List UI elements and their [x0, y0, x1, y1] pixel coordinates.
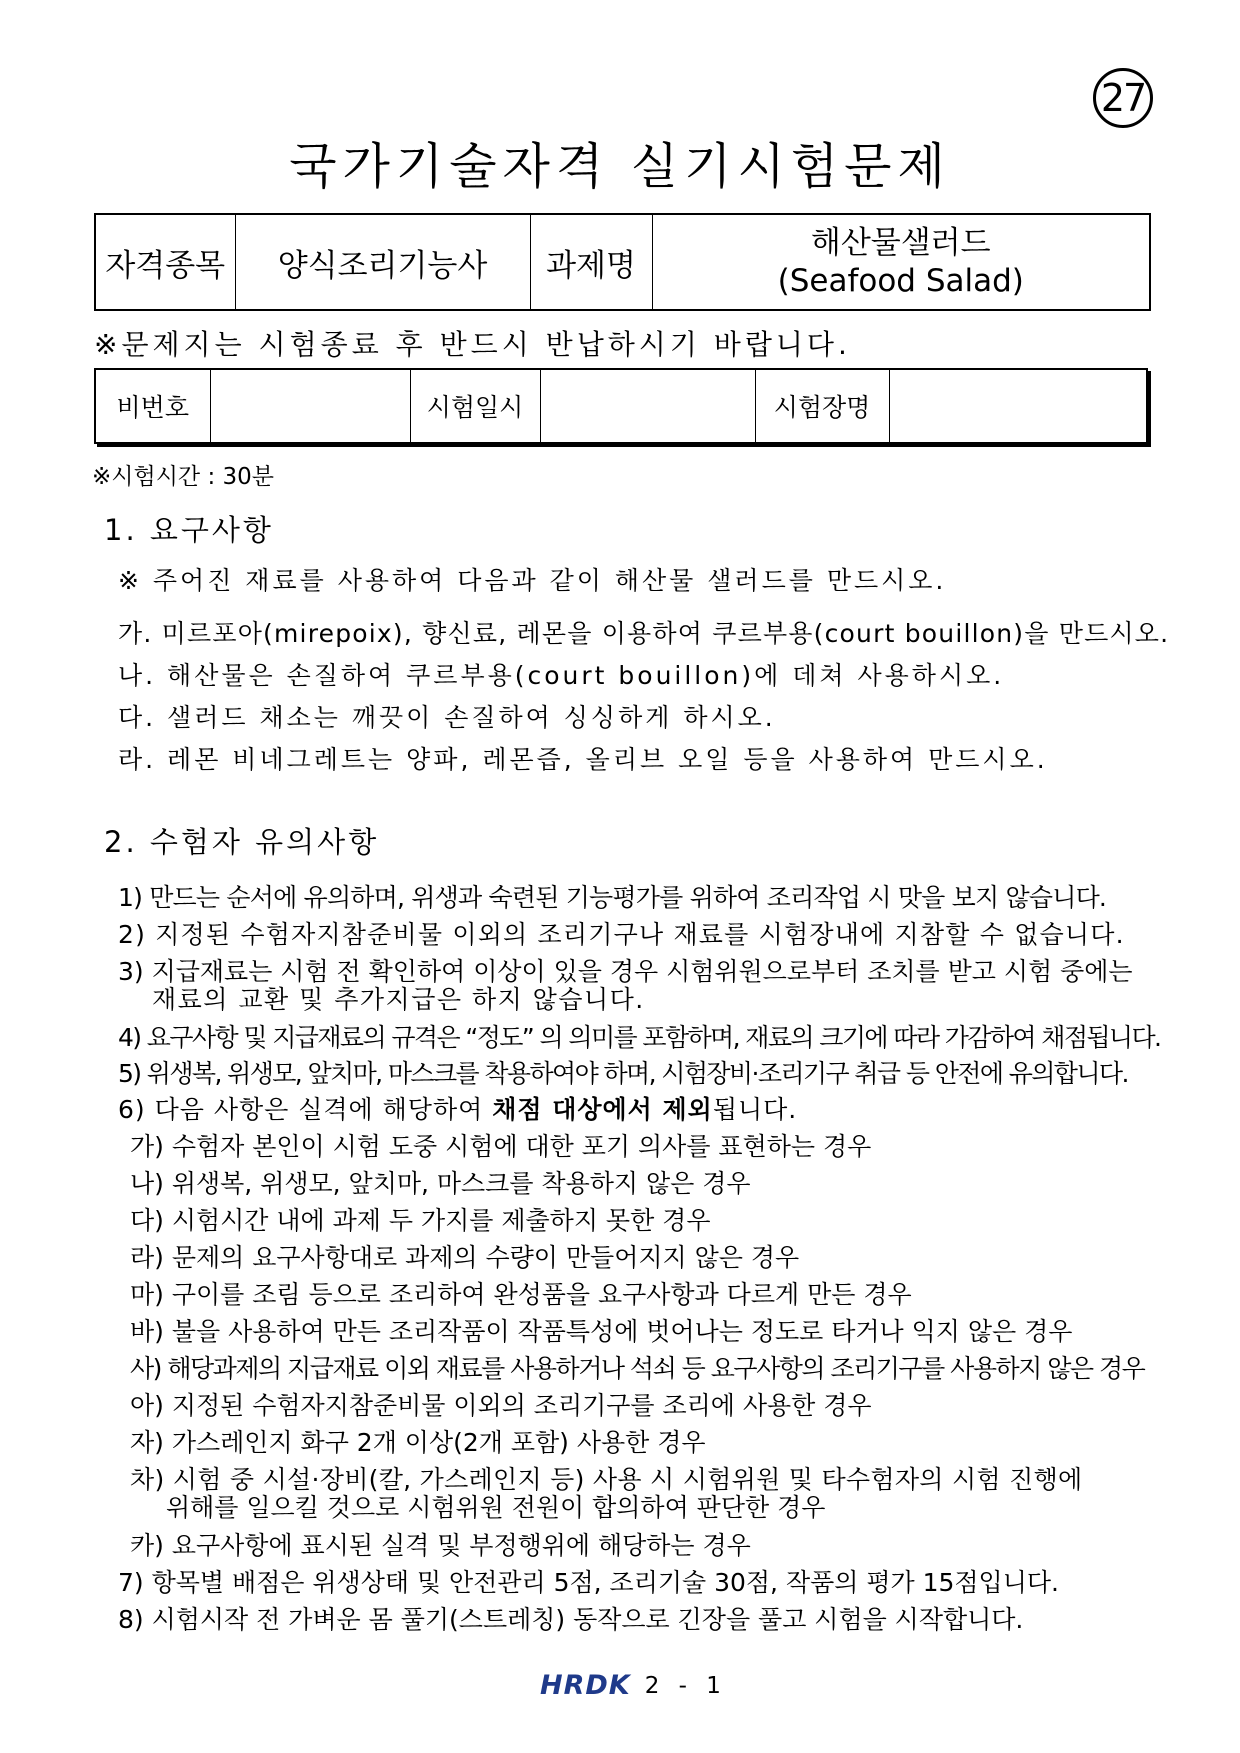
place-field[interactable]: [889, 369, 1147, 443]
return-notice: ※문제지는 시험종료 후 반드시 반납하시기 바랍니다.: [94, 328, 851, 361]
page-footer: [540, 1670, 727, 1701]
hrdk-logo: HRDK: [540, 1670, 631, 1701]
page-number: 2 - 1: [644, 1672, 727, 1699]
document-title: 국가기술자격 실기시험문제: [289, 138, 951, 195]
precaution-item: 4) 요구사항 및 지급재료의 규격은 “정도” 의 의미를 포함하며, 재료의 크기에 따라 가감하여 채점됩니다.: [118, 1023, 1161, 1052]
task-name-english: (Seafood Salad): [777, 263, 1024, 299]
disqualification-lead: 6) 다음 사항은 실격에 해당하여: [118, 1095, 484, 1124]
disqualification-case: 차) 시험 중 시설·장비(칼, 가스레인지 등) 사용 시 시험위원 및 타수험자의 시험 진행에: [130, 1465, 1083, 1494]
requirement-item: 나. 해산물은 손질하여 쿠르부용(court bouillon)에 데쳐 사용하시오.: [118, 661, 1005, 690]
exam-record-table: [94, 368, 1148, 444]
disqualification-emphasis: 채점 대상에서 제외: [492, 1095, 713, 1124]
subject-value: 양식조리기능사: [235, 214, 530, 310]
precaution-item: 2) 지정된 수험자지참준비물 이외의 조리기구나 재료를 시험장내에 지참할 수 없습니다.: [118, 920, 1125, 949]
precaution-item: 1) 만드는 순서에 유의하며, 위생과 숙련된 기능평가를 위하여 조리작업 시 맛을 보지 않습니다.: [118, 883, 1107, 912]
disqualification-case: 마) 구이를 조림 등으로 조리하여 완성품을 요구사항과 다르게 만든 경우: [130, 1280, 912, 1309]
disqualification-case: 사) 해당과제의 지급재료 이외 재료를 사용하거나 석쇠 등 요구사항의 조리기구를 사용하지 않은 경우: [130, 1354, 1145, 1383]
requirement-item: 다. 샐러드 채소는 깨끗이 손질하여 싱싱하게 하시오.: [118, 703, 776, 732]
task-name-korean: 해산물샐러드: [810, 225, 991, 261]
date-label: 시험일시: [410, 369, 540, 443]
disqualification-case: 바) 불을 사용하여 만든 조리작품이 작품특성에 벗어나는 정도로 타거나 익지 않은 경우: [130, 1317, 1073, 1346]
disqualification-case: 카) 요구사항에 표시된 실격 및 부정행위에 해당하는 경우: [130, 1531, 751, 1560]
precaution-item: 8) 시험시작 전 가벼운 몸 풀기(스트레칭) 동작으로 긴장을 풀고 시험을 시작합니다.: [118, 1605, 1024, 1634]
problem-number-badge: [1093, 68, 1153, 128]
requirement-item: 가. 미르포아(mirepoix), 향신료, 레몬을 이용하여 쿠르부용(court bouillon)을 만드시오.: [118, 619, 1170, 648]
problem-number: 27: [1100, 76, 1146, 120]
number-label: 비번호: [95, 369, 210, 443]
requirement-item: 라. 레몬 비네그레트는 양파, 레몬즙, 올리브 오일 등을 사용하여 만드시오.: [118, 745, 1048, 774]
task-label: 과제명: [530, 214, 652, 310]
exam-duration: ※시험시간 : 30분: [92, 464, 274, 490]
precaution-item-disqualification: [118, 1090, 797, 1126]
date-field[interactable]: [540, 369, 755, 443]
disqualification-case: 나) 위생복, 위생모, 앞치마, 마스크를 착용하지 않은 경우: [130, 1169, 751, 1198]
disqualification-case: 다) 시험시간 내에 과제 두 가지를 제출하지 못한 경우: [130, 1206, 711, 1235]
disqualification-tail: 됩니다.: [712, 1095, 798, 1124]
disqualification-case: 가) 수험자 본인이 시험 도중 시험에 대한 포기 의사를 표현하는 경우: [130, 1132, 872, 1161]
subject-label: 자격종목: [95, 214, 235, 310]
precaution-item: 7) 항목별 배점은 위생상태 및 안전관리 5점, 조리기술 30점, 작품의 평가 15점입니다.: [118, 1568, 1059, 1597]
disqualification-case: 자) 가스레인지 화구 2개 이상(2개 포함) 사용한 경우: [130, 1428, 706, 1457]
place-label: 시험장명: [755, 369, 889, 443]
precautions-heading: 2. 수험자 유의사항: [104, 825, 380, 859]
requirements-heading: 1. 요구사항: [104, 513, 274, 547]
number-field[interactable]: [210, 369, 410, 443]
requirements-intro: ※ 주어진 재료를 사용하여 다음과 같이 해산물 샐러드를 만드시오.: [118, 566, 947, 595]
precaution-item: 5) 위생복, 위생모, 앞치마, 마스크를 착용하여야 하며, 시험장비·조리기구 취급 등 안전에 유의합니다.: [118, 1059, 1128, 1088]
task-value: [652, 214, 1150, 310]
precaution-item-continued: 재료의 교환 및 추가지급은 하지 않습니다.: [152, 985, 645, 1014]
precaution-item: 3) 지급재료는 시험 전 확인하여 이상이 있을 경우 시험위원으로부터 조치를 받고 시험 중에는: [118, 957, 1133, 986]
subject-info-table: [94, 213, 1151, 311]
disqualification-case: 아) 지정된 수험자지참준비물 이외의 조리기구를 조리에 사용한 경우: [130, 1391, 872, 1420]
disqualification-case: 라) 문제의 요구사항대로 과제의 수량이 만들어지지 않은 경우: [130, 1243, 800, 1272]
disqualification-case-continued: 위해를 일으킬 것으로 시험위원 전원이 합의하여 판단한 경우: [166, 1493, 826, 1522]
